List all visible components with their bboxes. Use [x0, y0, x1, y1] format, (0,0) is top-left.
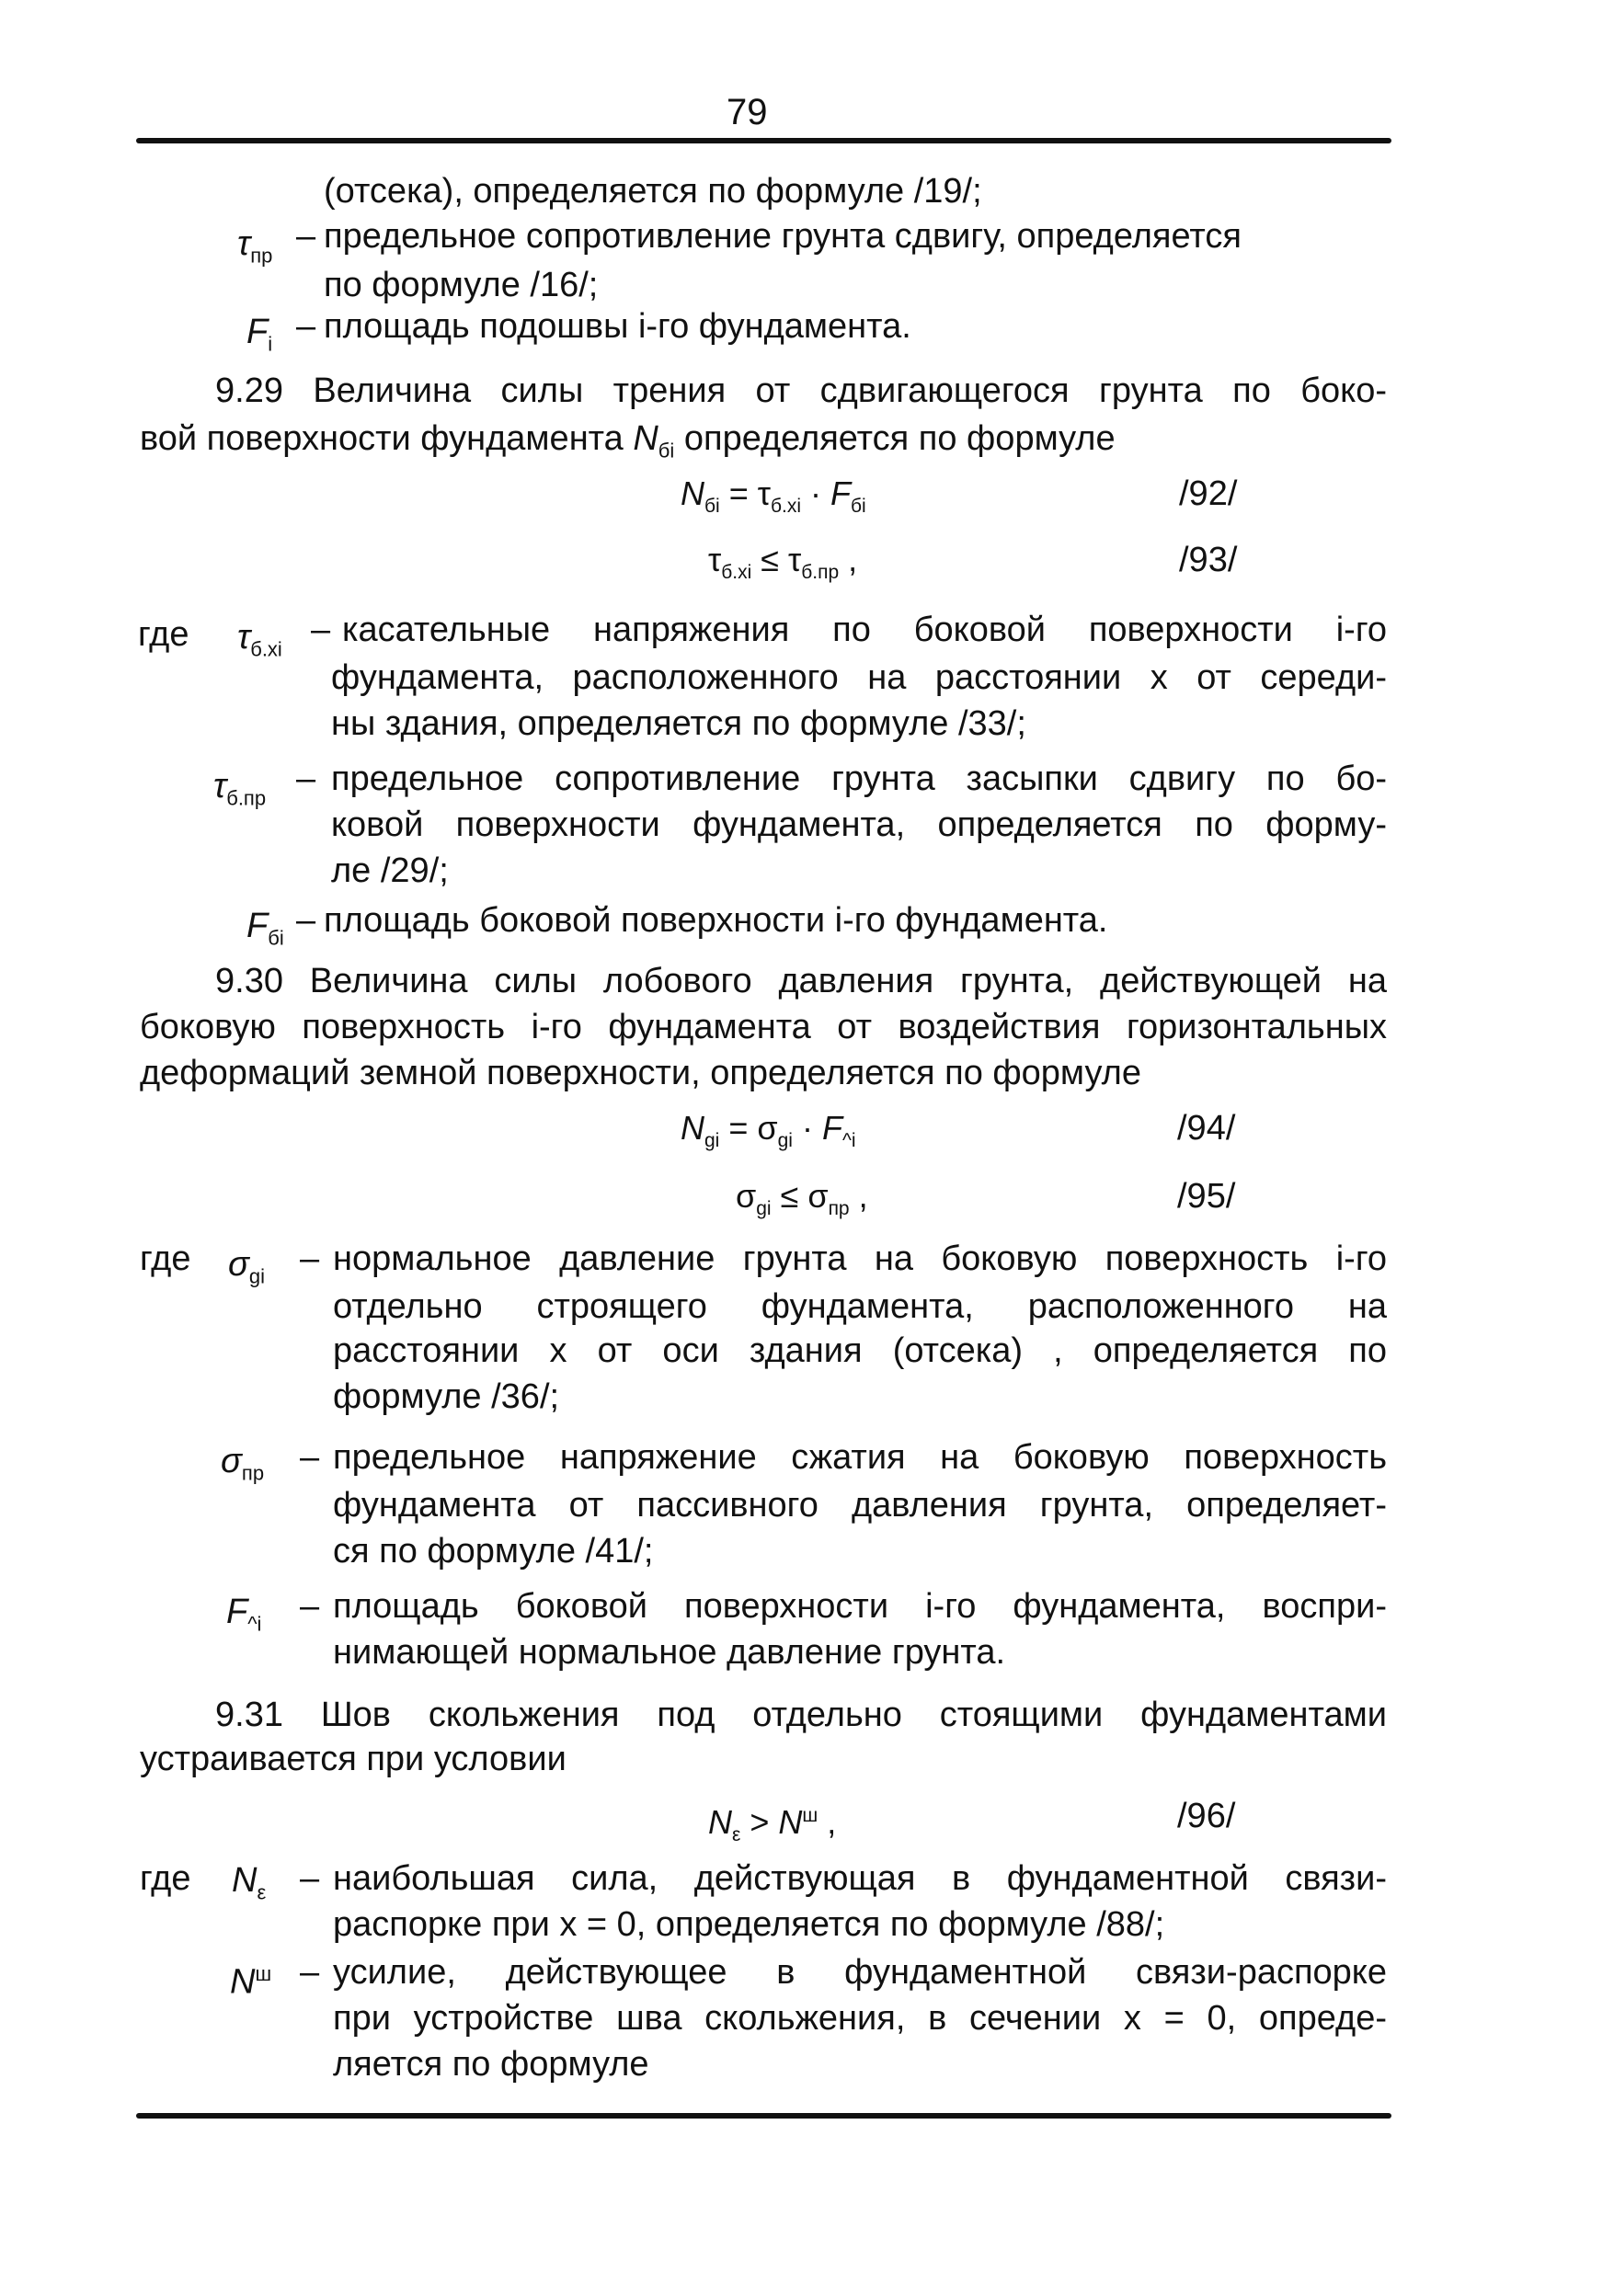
formula-number: /94/ — [1177, 1109, 1236, 1148]
paragraph-line: боковую поверхность i-го фундамента от воздействия горизонтальных — [140, 1008, 1387, 1046]
symbol-tau-pr: $\tau_{пр}$ — [237, 224, 273, 268]
paragraph-line: 9.30 Величина силы лобового давления грунта, действующей на — [215, 962, 1387, 1000]
text-line: ковой поверхности фундамента, определяется по форму- — [331, 805, 1387, 844]
where-label: где — [140, 1239, 191, 1278]
formula-93: $\tau_{б.xi} \le \tau_{б.пр}$ , — [708, 541, 858, 584]
text-line: площадь подошвы i-го фундамента. — [324, 307, 911, 346]
paragraph-line: деформаций земной поверхности, определяется по формуле — [140, 1054, 1141, 1092]
symbol-sigma-gi: $\sigma_{gi}$ — [228, 1245, 266, 1288]
text-line: нормальное давление грунта на боковую поверхность i-го — [333, 1239, 1387, 1278]
where-label: где — [140, 1859, 191, 1898]
dash: – — [300, 1953, 320, 1992]
text-line: площадь боковой поверхности i-го фундамента, воспри- — [333, 1587, 1387, 1626]
dash: – — [296, 217, 316, 256]
paragraph-line: 9.29 Величина силы трения от сдвигающегося грунта по боко- — [215, 371, 1387, 410]
bottom-rule — [136, 2113, 1391, 2119]
dash: – — [300, 1859, 320, 1898]
symbol-F-i: $F_i$ — [246, 313, 273, 356]
text-line: формуле /36/; — [333, 1377, 560, 1416]
formula-96: $N_\varepsilon > N^ш$ , — [708, 1803, 837, 1846]
dash: – — [296, 901, 316, 940]
text-line: усилие, действующее в фундаментной связи-распорке — [333, 1953, 1387, 1992]
text-line: фундамента, расположенного на расстоянии x от середи- — [331, 658, 1387, 697]
text-line: ле /29/; — [331, 851, 449, 890]
text-line: предельное напряжение сжатия на боковую поверхность — [333, 1438, 1387, 1477]
text-line: ляется по формуле — [333, 2045, 649, 2084]
formula-95: $\sigma_{gi} \le \sigma_{пр}$ , — [736, 1177, 868, 1220]
symbol-F-ni: $F_{\^{}i}$ — [226, 1593, 262, 1636]
dash: – — [300, 1438, 320, 1477]
dash: – — [311, 611, 331, 649]
text-line: отдельно строящего фундамента, расположенного на — [333, 1287, 1387, 1326]
paragraph-line: вой поверхности фундамента $N_{бi}$ определяется по формуле — [140, 419, 1116, 463]
text-line: нимающей нормальное давление грунта. — [333, 1633, 1006, 1672]
formula-number: /92/ — [1179, 474, 1238, 513]
text-line: ся по формуле /41/; — [333, 1532, 654, 1571]
text-line: предельное сопротивление грунта сдвигу, определяется — [324, 217, 1242, 256]
text-line: касательные напряжения по боковой поверхности i-го — [342, 611, 1387, 649]
top-rule — [136, 138, 1391, 143]
text-line: фундамента от пассивного давления грунта, определяет- — [333, 1486, 1387, 1525]
text-line: предельное сопротивление грунта засыпки сдвигу по бо- — [331, 760, 1387, 798]
text-line: площадь боковой поверхности i-го фундамента. — [324, 901, 1108, 940]
symbol-F-bi: $F_{бi}$ — [246, 907, 284, 950]
text-line: расстоянии x от оси здания (отсека) , определяется по — [333, 1331, 1387, 1370]
text-line: распорке при x = 0, определяется по формуле /88/; — [333, 1905, 1165, 1944]
dash: – — [296, 760, 316, 798]
formula-number: /96/ — [1177, 1797, 1236, 1835]
symbol-N-sh: $N^ш$ — [230, 1962, 272, 2002]
text-line: ны здания, определяется по формуле /33/; — [331, 704, 1026, 743]
symbol-N-e: $N_\varepsilon$ — [232, 1861, 267, 1904]
paragraph-line: 9.31 Шов скольжения под отдельно стоящими фундаментами — [215, 1696, 1387, 1734]
page-number: 79 — [727, 92, 768, 132]
formula-number: /95/ — [1177, 1177, 1236, 1216]
text-line: по формуле /16/; — [324, 266, 599, 304]
where-label: где — [138, 615, 189, 654]
formula-94: $N_{gi} = \sigma_{gi} \cdot F_{\^{}i}$ — [681, 1109, 856, 1152]
dash: – — [300, 1587, 320, 1626]
symbol-sigma-pr: $\sigma_{пр}$ — [221, 1442, 265, 1485]
text-line: при устройстве шва скольжения, в сечении x = 0, опреде- — [333, 1999, 1387, 2038]
dash: – — [296, 307, 316, 346]
symbol-tau-bxi: $\tau_{б.xi}$ — [237, 618, 282, 661]
text-line: (отсека), определяется по формуле /19/; — [324, 172, 982, 211]
formula-number: /93/ — [1179, 541, 1238, 579]
symbol-tau-bpr: $\tau_{б.пр}$ — [213, 767, 267, 810]
paragraph-line: устраивается при условии — [140, 1740, 567, 1778]
dash: – — [300, 1239, 320, 1278]
text-line: наибольшая сила, действующая в фундаментной связи- — [333, 1859, 1387, 1898]
formula-92: $N_{бi} = \tau_{б.xi} \cdot F_{бi}$ — [681, 474, 866, 518]
